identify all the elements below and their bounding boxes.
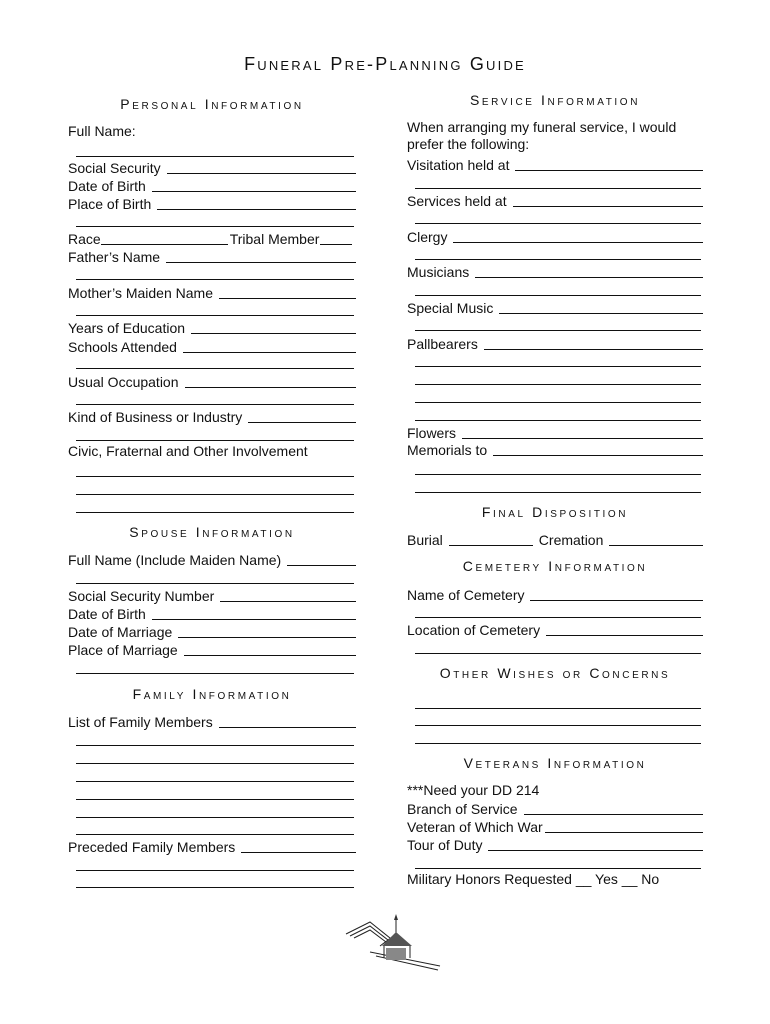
family-line-3[interactable] — [76, 781, 354, 782]
flowers-label: Flowers — [407, 425, 457, 441]
race-label: Race — [68, 231, 101, 247]
war-label: Veteran of Which War — [407, 819, 543, 835]
cremation-label: Cremation — [538, 532, 604, 548]
cemetery-name-line-2[interactable] — [415, 617, 701, 618]
fathers-name-line-2[interactable] — [76, 279, 354, 280]
memorials-line-2[interactable] — [415, 474, 701, 475]
cemetery-heading: Cemetery Information — [462, 558, 648, 574]
spouse-social-security-field[interactable] — [68, 586, 356, 604]
musicians-label: Musicians — [407, 264, 470, 280]
special-music-line-2[interactable] — [415, 330, 701, 331]
memorials-label: Memorials to — [407, 442, 488, 458]
full-name-label: Full Name: — [68, 123, 136, 139]
place-of-marriage-label: Place of Marriage — [68, 642, 178, 658]
clergy-line-2[interactable] — [415, 259, 701, 260]
services-held-label: Services held at — [407, 193, 507, 209]
other-wishes-heading: Other Wishes or Concerns — [439, 665, 671, 681]
family-line-4[interactable] — [76, 799, 354, 800]
war-field[interactable] — [407, 817, 703, 835]
cemetery-name-label: Name of Cemetery — [407, 587, 525, 603]
race-field[interactable] — [68, 229, 362, 247]
page-title: Funeral Pre-Planning Guide — [244, 54, 526, 74]
pallbearers-line-5[interactable] — [415, 420, 701, 421]
services-held-line-2[interactable] — [415, 223, 701, 224]
preceded-line-2[interactable] — [76, 887, 354, 888]
years-of-education-field[interactable] — [68, 318, 356, 336]
usual-occupation-line-2[interactable] — [76, 404, 354, 405]
branch-label: Branch of Service — [407, 801, 518, 817]
tour-line-2[interactable] — [415, 868, 701, 869]
place-of-marriage-field[interactable] — [68, 640, 356, 658]
family-line-5[interactable] — [76, 817, 354, 818]
spouse-full-name-field[interactable] — [68, 550, 356, 568]
kind-of-business-field[interactable] — [68, 407, 356, 425]
civic-line-2[interactable] — [76, 494, 354, 495]
tribal-member-label: Tribal Member — [229, 231, 320, 247]
cemetery-name-field[interactable] — [407, 585, 703, 603]
special-music-field[interactable] — [407, 298, 703, 316]
clergy-field[interactable] — [407, 227, 703, 245]
veterans-heading: Veterans Information — [463, 755, 647, 771]
spouse-full-name-line-2[interactable] — [76, 583, 354, 584]
pallbearers-line-3[interactable] — [415, 384, 701, 385]
services-held-field[interactable] — [407, 191, 703, 209]
tour-label: Tour of Duty — [407, 837, 483, 853]
dd214-note: ***Need your DD 214 — [407, 782, 540, 798]
memorials-field[interactable] — [407, 440, 703, 458]
date-of-birth-label: Date of Birth — [68, 178, 146, 194]
usual-occupation-label: Usual Occupation — [68, 374, 179, 390]
service-heading: Service Information — [469, 92, 641, 108]
special-music-label: Special Music — [407, 300, 494, 316]
family-heading: Family Information — [132, 686, 292, 702]
spouse-full-name-label: Full Name (Include Maiden Name) — [68, 552, 282, 568]
mothers-maiden-name-label: Mother’s Maiden Name — [68, 285, 213, 301]
clergy-label: Clergy — [407, 229, 448, 245]
family-line-1[interactable] — [76, 745, 354, 746]
date-of-birth-field[interactable] — [68, 176, 356, 194]
other-wishes-line-2[interactable] — [415, 725, 701, 726]
chapel-logo — [340, 912, 444, 974]
full-name-field[interactable] — [76, 156, 354, 157]
civic-line-1[interactable] — [76, 476, 354, 477]
preceded-members-field[interactable] — [68, 837, 356, 855]
pallbearers-label: Pallbearers — [407, 336, 478, 352]
service-intro: When arranging my funeral service, I would prefer the following: — [407, 119, 677, 152]
schools-attended-field[interactable] — [68, 337, 356, 355]
kind-of-business-line-2[interactable] — [76, 440, 354, 441]
date-of-marriage-field[interactable] — [68, 622, 356, 640]
flowers-field[interactable] — [407, 423, 703, 441]
pallbearers-line-2[interactable] — [415, 366, 701, 367]
tour-field[interactable] — [407, 835, 703, 853]
family-line-6[interactable] — [76, 834, 354, 835]
disposition-field[interactable] — [407, 530, 703, 548]
pallbearers-line-4[interactable] — [415, 402, 701, 403]
visitation-line-2[interactable] — [415, 188, 701, 189]
family-members-label: List of Family Members — [68, 714, 213, 730]
preceded-line-1[interactable] — [76, 870, 354, 871]
musicians-line-2[interactable] — [415, 295, 701, 296]
family-line-2[interactable] — [76, 763, 354, 764]
branch-field[interactable] — [407, 799, 703, 817]
social-security-label: Social Security — [68, 160, 161, 176]
kind-of-business-label: Kind of Business or Industry — [68, 409, 243, 425]
years-of-education-label: Years of Education — [68, 320, 186, 336]
cemetery-location-label: Location of Cemetery — [407, 622, 541, 638]
civic-line-3[interactable] — [76, 512, 354, 513]
place-of-birth-field[interactable] — [68, 194, 356, 212]
spouse-social-security-label: Social Security Number — [68, 588, 215, 604]
spouse-date-of-birth-field[interactable] — [68, 604, 356, 622]
other-wishes-line-1[interactable] — [415, 708, 701, 709]
personal-heading: Personal Information — [120, 96, 304, 112]
pallbearers-field[interactable] — [407, 334, 703, 352]
visitation-label: Visitation held at — [407, 157, 510, 173]
memorials-line-3[interactable] — [415, 492, 701, 493]
schools-attended-line-2[interactable] — [76, 368, 354, 369]
schools-attended-label: Schools Attended — [68, 339, 177, 355]
spouse-date-of-birth-label: Date of Birth — [68, 606, 146, 622]
civic-involvement-label: Civic, Fraternal and Other Involvement — [68, 443, 308, 459]
place-of-marriage-line-2[interactable] — [76, 673, 354, 674]
military-honors-label[interactable]: Military Honors Requested __ Yes __ No — [407, 871, 660, 887]
preceded-members-label: Preceded Family Members — [68, 839, 236, 855]
usual-occupation-field[interactable] — [68, 372, 356, 390]
visitation-field[interactable] — [407, 155, 703, 173]
other-wishes-line-3[interactable] — [415, 743, 701, 744]
social-security-field[interactable] — [68, 158, 356, 176]
place-of-birth-label: Place of Birth — [68, 196, 152, 212]
date-of-marriage-label: Date of Marriage — [68, 624, 173, 640]
burial-label: Burial — [407, 532, 443, 548]
fathers-name-label: Father’s Name — [68, 249, 161, 265]
cemetery-location-line-2[interactable] — [415, 653, 701, 654]
mothers-maiden-name-line-2[interactable] — [76, 315, 354, 316]
place-of-birth-line-2[interactable] — [76, 226, 354, 227]
family-members-field[interactable] — [68, 712, 356, 730]
musicians-field[interactable] — [407, 262, 703, 280]
fathers-name-field[interactable] — [68, 247, 356, 265]
spouse-heading: Spouse Information — [129, 524, 295, 540]
disposition-heading: Final Disposition — [481, 504, 629, 520]
mothers-maiden-name-field[interactable] — [68, 283, 356, 301]
cemetery-location-field[interactable] — [407, 620, 703, 638]
